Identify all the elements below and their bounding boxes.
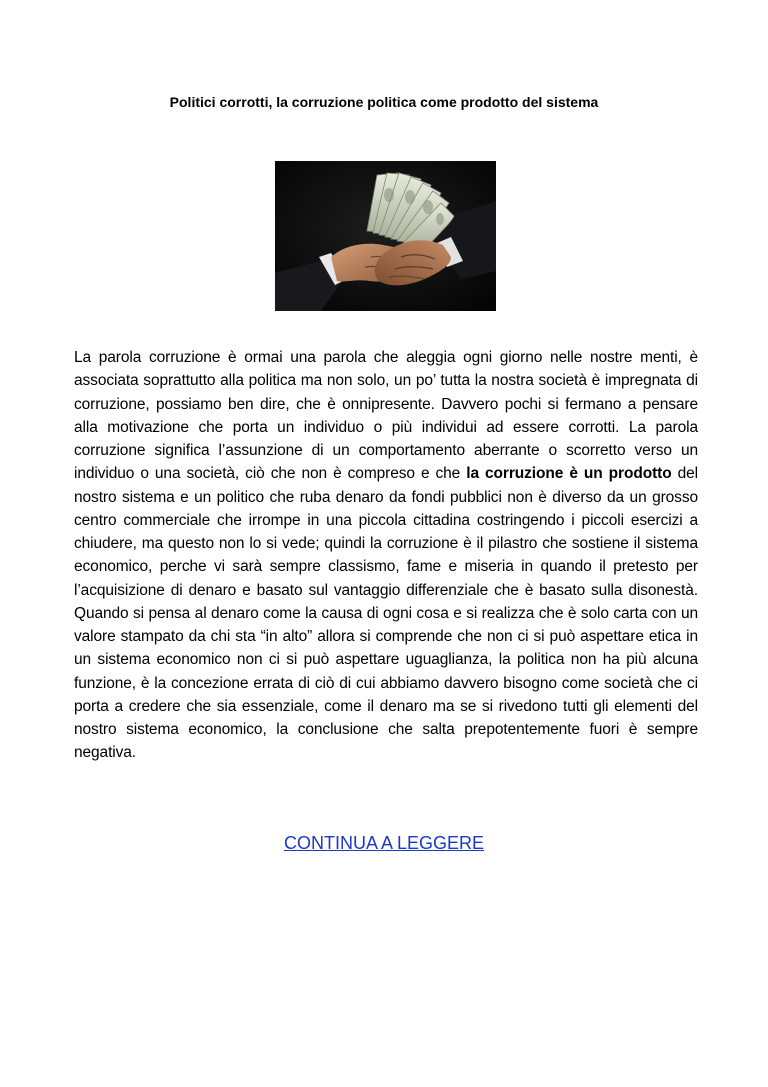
money-handshake-photo — [275, 161, 496, 311]
document-body — [74, 346, 698, 765]
document-title: Politici corrotti, la corruzione politica come prodotto del sistema — [169, 94, 599, 110]
body-text-emphasis: la corruzione è un prodotto — [466, 465, 672, 483]
continue-reading-link[interactable]: CONTINUA A LEGGERE — [283, 833, 485, 853]
continue-reading-container — [0, 832, 768, 854]
body-text-part-1: La parola corruzione è ormai una parola che aleggia ogni giorno nelle nostre menti, è associata soprattutto alla politica ma non solo, un po’ tutta la nostra società è impregnata di corruzione, possiamo ben dire, che è onnipresente. Davvero pochi si fermano a pensare alla motivazione che porta un individuo o più individui ad essere corrotti. La parola corruzione significa l’assunzione di un comportamento aberrante o scorretto verso un individuo o una società, ciò che non è compreso e che — [74, 349, 698, 483]
money-handshake-illustration — [275, 161, 496, 311]
body-text-part-2: del nostro sistema e un politico che ruba denaro da fondi pubblici non è diverso da un grosso centro commerciale che irrompe in una piccola cittadina costringendo i piccoli esercizi a chiudere, ma questo non lo si vede; quindi la corruzione è il pilastro che sostiene il sistema economico, perche vi sarà sempre classismo, fame e miseria in quando il pretesto per l’acquisizione di denaro e basato sul vantaggio differenziale che è basato sulla disonestà. Quando si pensa al denaro come la causa di ogni cosa e si realizza che è solo carta con un valore stampato da chi sta “in alto” allora si comprende che non ci si può aspettare etica in un sistema economico non ci si può aspettare uguaglianza, la politica non ha più alcuna funzione, è la concezione errata di ciò di cui abbiamo davvero bisogno come società che ci porta a credere che sia essenziale, come il denaro ma se si rivedono tutti gli elementi del nostro sistema economico, la conclusione che salta prepotentemente fuori è sempre negativa. — [74, 465, 699, 762]
